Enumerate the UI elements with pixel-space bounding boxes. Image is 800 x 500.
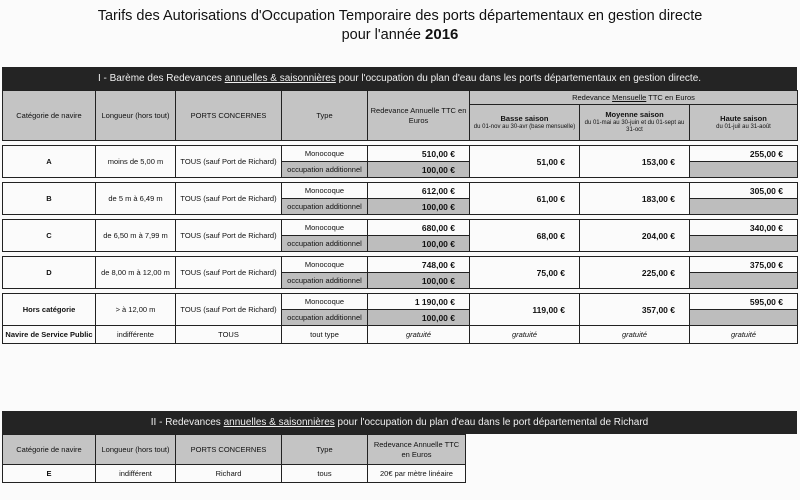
cell-haute: 375,00 € (690, 257, 798, 273)
cell-longueur: > à 12,00 m (96, 294, 176, 326)
cell-annuelle: gratuité (368, 326, 470, 344)
subtitle-prefix: pour l'année (341, 27, 421, 43)
cell-basse: 68,00 € (470, 220, 580, 252)
table-row-service-public (3, 326, 798, 344)
cell-type: tout type (282, 326, 368, 344)
header-longueur: Longueur (hors tout) (96, 91, 176, 141)
cell-empty (690, 273, 798, 289)
cell-longueur: de 8,00 m à 12,00 m (96, 257, 176, 289)
cell-ports: TOUS (176, 326, 282, 344)
cell-categorie: Navire de Service Public (3, 326, 96, 344)
cell-basse: gratuité (470, 326, 580, 344)
cell-annuelle: 612,00 € (368, 183, 470, 199)
header-ports: PORTS CONCERNES (176, 91, 282, 141)
cell-categorie: D (3, 257, 96, 289)
cell-haute: gratuité (690, 326, 798, 344)
header-ports: PORTS CONCERNES (176, 435, 282, 465)
table-row (3, 294, 798, 310)
cell-moyenne: 204,00 € (580, 220, 690, 252)
cell-annuelle: 1 190,00 € (368, 294, 470, 310)
page-subtitle (0, 26, 800, 43)
cell-moyenne: 153,00 € (580, 146, 690, 178)
cell-longueur: indifférente (96, 326, 176, 344)
cell-haute: 340,00 € (690, 220, 798, 236)
header-annuelle: Redevance Annuelle TTC en Euros (368, 435, 466, 465)
cell-annuelle: 510,00 € (368, 146, 470, 162)
cell-basse: 75,00 € (470, 257, 580, 289)
header-categorie: Catégorie de navire (3, 91, 96, 141)
cell-haute: 595,00 € (690, 294, 798, 310)
cell-haute: 255,00 € (690, 146, 798, 162)
cell-moyenne: gratuité (580, 326, 690, 344)
header-basse-saison: Basse saison du 01-nov au 30-avr (base mensuelle) (470, 105, 580, 141)
cell-add: 100,00 € (368, 273, 470, 289)
tarif-table-richard (2, 434, 466, 483)
cell-annuelle: 20€ par mètre linéaire (368, 465, 466, 483)
cell-type: Monocoque (282, 220, 368, 236)
cell-add: 100,00 € (368, 310, 470, 326)
section2-bar (2, 411, 797, 434)
cell-type-add: occupation additionnel (282, 236, 368, 252)
page-title: Tarifs des Autorisations d'Occupation Temporaire des ports départementaux en gestion directe (97, 8, 703, 24)
section1-bar-pre: I - Barème des Redevances (97, 73, 222, 84)
cell-ports: TOUS (sauf Port de Richard) (176, 220, 282, 252)
cell-categorie: B (3, 183, 96, 215)
cell-type: Monocoque (282, 294, 368, 310)
cell-longueur: de 6,50 m à 7,99 m (96, 220, 176, 252)
cell-type-add: occupation additionnel (282, 162, 368, 178)
header-annuelle: Redevance Annuelle TTC en Euros (368, 91, 470, 141)
section2-bar-underlined: annuelles & saisonnières (223, 417, 335, 428)
cell-empty (690, 310, 798, 326)
cell-type: Monocoque (282, 146, 368, 162)
cell-categorie: C (3, 220, 96, 252)
cell-type-add: occupation additionnel (282, 310, 368, 326)
cell-add: 100,00 € (368, 162, 470, 178)
cell-annuelle: 748,00 € (368, 257, 470, 273)
cell-type: Monocoque (282, 257, 368, 273)
table-row (3, 183, 798, 199)
tarif-table-ports (2, 90, 798, 344)
header-longueur: Longueur (hors tout) (96, 435, 176, 465)
cell-moyenne: 183,00 € (580, 183, 690, 215)
cell-annuelle: 680,00 € (368, 220, 470, 236)
section1-bar-underlined: annuelles & saisonnières (224, 73, 336, 84)
table-row (3, 146, 798, 162)
cell-categorie: Hors catégorie (3, 294, 96, 326)
table-row (3, 465, 466, 483)
cell-empty (690, 199, 798, 215)
cell-type: tous (282, 465, 368, 483)
section1-bar (2, 67, 797, 90)
cell-type: Monocoque (282, 183, 368, 199)
cell-type-add: occupation additionnel (282, 199, 368, 215)
table-row (3, 257, 798, 273)
cell-empty (690, 236, 798, 252)
section1-bar-post: pour l'occupation du plan d'eau dans les ports départementaux en gestion directe. (338, 73, 702, 84)
cell-categorie: E (3, 465, 96, 483)
header-categorie: Catégorie de navire (3, 435, 96, 465)
cell-add: 100,00 € (368, 236, 470, 252)
section2-bar-pre: II - Redevances (150, 417, 221, 428)
table-row (3, 220, 798, 236)
cell-basse: 51,00 € (470, 146, 580, 178)
header-haute-saison: Haute saison du 01-juil au 31-août (690, 105, 798, 141)
cell-ports: TOUS (sauf Port de Richard) (176, 146, 282, 178)
section2-bar-post: pour l'occupation du plan d'eau dans le port départemental de Richard (337, 417, 649, 428)
subtitle-year: 2016 (425, 26, 459, 43)
header-type: Type (282, 435, 368, 465)
cell-ports: TOUS (sauf Port de Richard) (176, 294, 282, 326)
cell-longueur: moins de 5,00 m (96, 146, 176, 178)
header-type: Type (282, 91, 368, 141)
cell-longueur: indifférent (96, 465, 176, 483)
cell-categorie: A (3, 146, 96, 178)
cell-type-add: occupation additionnel (282, 273, 368, 289)
header-moyenne-saison: Moyenne saison du 01-mai au 30-juin et du 01-sept au 31-oct (580, 105, 690, 141)
cell-add: 100,00 € (368, 199, 470, 215)
cell-basse: 61,00 € (470, 183, 580, 215)
cell-empty (690, 162, 798, 178)
cell-basse: 119,00 € (470, 294, 580, 326)
header-mensuelle: Redevance Mensuelle TTC en Euros (470, 91, 798, 105)
cell-ports: TOUS (sauf Port de Richard) (176, 257, 282, 289)
cell-longueur: de 5 m à 6,49 m (96, 183, 176, 215)
cell-moyenne: 225,00 € (580, 257, 690, 289)
cell-haute: 305,00 € (690, 183, 798, 199)
cell-ports: TOUS (sauf Port de Richard) (176, 183, 282, 215)
cell-moyenne: 357,00 € (580, 294, 690, 326)
cell-ports: Richard (176, 465, 282, 483)
